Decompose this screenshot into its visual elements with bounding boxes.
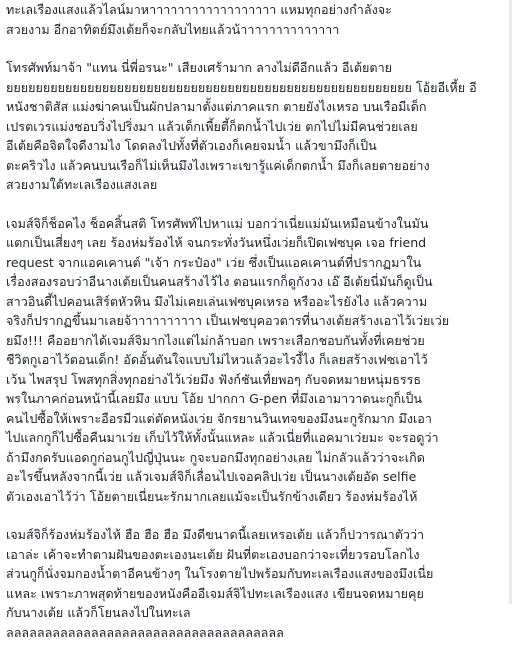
post-body bbox=[6, 0, 506, 661]
post-paragraph: ทะเลเรืองแสงแล้วไลน์มาหาาาาาาาาาาาาาาาาาา แหมทุกอย่างกำลังจะ สวยงาม อีกอาทิตย์มึงเต้ยก็จะกลับไทยแล้วน้าาาาาาาาาาาาาา bbox=[6, 2, 392, 37]
post-paragraph: เจมส์จิก็ร้องห่มร้องไห้ ฮือ ฮือ ฮือ มึงดีขนาดนี้เลยเหรอเต้ย แล้วก็ปวารณาตัวว่า เอาล่ะ เค้าจะทำตามฝันของตะเองนะเต้ย ฝันที่ตะเองบอกว่าจะเที่ยวรอบโลกไง ส่วนกูก็นั่งจมกองน้ำตาอีคนข้างๆ ในโรงตายไปพร้อมกับทะเลเรืองแสงของมึงเนี่ย แหละ เพราะภาพสุดท้ายของหนังคืออีเจมส์จิไปทะเลเรืองแสง เขียนจดหมายคุย กับนางเต้ย แล้วก็โยนลงไปในทะเล ลลลลลลลลลลลลลลลลลลลลลลลลลลลลลลลลลลลล bbox=[6, 527, 434, 640]
post-paragraph: เจมส์จิก็ช็อคไง ช็อคสิ้นสติ โทรศัพท์ไปหาแม่ บอกว่าเนี่ยแม่มันเหมือนข้างในมัน แตกเป็นเสี่ยงๆ เลย ร้องห่มร้องไห้ จนกระทั่งวันหนึ่งเว่ยก็เปิดเฟซบุค เจอ friend request จากแอคเคานต์ "เจ้า กระป๋อง" เว่ย ซึ่งเป็นแอคเคานต์ที่ปรากฏมาใน เรื่องสองรอบว่าอีนางเต้ยเป็นคนสร้างไว้ไง ตอนแรกก็ดูกังวง เอ๊ อีเต้ยนี่มันก็ดูเป็น สาวอินดี้ไปคอนเสิร์ตหัวหิน มึงไม่เคยเล่นเฟซบุคเหรอ หรืออะไรยังไง แล้วความ จริงก็ปรากฏขึ้นมาเลยจ้าาาาาาาาาา เป็นเฟซบุคอวตารที่นางเต้ยสร้างเอาไว้เว่ยเว่ย ยมึง!!! คืออยากได้เจมส์จิมากไงแต่ไม่กล้าบอก เพราะเสือกชอบกันทั้งที่เคยช่วย ชีวิตกูเอาไว้ตอนเด็ก! อัดอั้นตันใจแบบไม่ไหวแล้วอะไรงี้ไง ก็เลยสร้างเฟซเอาไว้ เว้น ไพสรุป โพสทุกสิ่งทุกอย่างไว้เว่ยมึง ฟังก์ชันเทื่ยพอๆ กับจดหมายหนุ่มธรรธ พรในภาคก่อนหน้านี้เลยมึง แบบ โอ้ย ปากกา G-pen ที่มึงเอามาวาดนะกูก็เป็น คนไปซื้อให้เพราะอือรมีวแต่ตัดหนังเว่ย จักรยานวินเทจของมึงนะกูรักมาก มึงเอา ไปแลกกูก็ไปซื้อคืนมาเว่ย เก็บไว้ให้ทั้งนั้นแหละ แล้วเนี่ยที่แอคมาเว่ยมะ จะรอดูว่า ถ้ามึงกดรับแอดกูก่อนกูไปญี่ปุ่นนะ กูจะบอกมึงทุกอย่างเลย ไม่กลัวแล้วว่าจะเกิด อะไรขึ้นหลังจากนี้เว่ย แล้วเจมส์จิก็เลื่อนไปเจอคลิปเว่ย เป็นนางเต้ยอัด selfie ตัวเองเอาไว้ว่า โอ้ยตายเนี่ยนะรักมากเลยแม้จะเป็นรักข้างเดียว ร้องห่มร้องไห้ bbox=[6, 215, 450, 504]
post-paragraph: โทรศัพท์มาจ้า "แทน นี่พี่อรนะ" เสียงเศร้ามาก ลางไม่ดีอีกแล้ว อีเต้ยตาย ยยยยยยยยยยยยยยยยยยยยยยยยยยยยยยยยยยยยยยยยยยยยยยยยยยยยยยย โอ้ยอีเหี้ย อี หนังชาติสัส แม่งฆ่าคนเป็นผักปลามาตั้งแต่ภาคแรก ตายยังไงเหรอ บนเรือมีเด็ก เปรตเวรแม่งชอบวิ่งไปริ่งมา แล้วเด็กเพี้ยตี้ก็ตกน้ำไปเว่ย ตกไปไม่มีคนช่วยเลย อีเต้ยคือจิตใจดีงามไง โดดลงไปทั้งที่ตัวเองก็เคยจมน้ำ แล้วขามึงก็เป็น ตะคริวไง แล้วคนบนเรือก็ไม่เห็นมึงไงเพราะเขารู้แค่เด็กตกน้ำ มึงก็เลยตายอย่าง สวยงามใต้ทะเลเรืองแสงเลย bbox=[6, 60, 477, 192]
